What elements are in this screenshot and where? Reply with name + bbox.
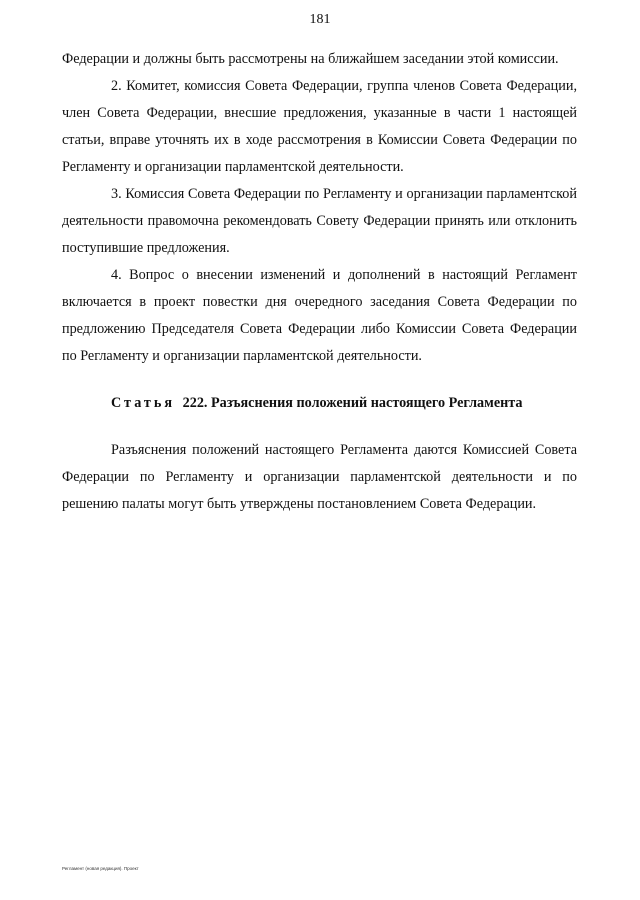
page-number: 181 [309, 12, 331, 27]
paragraph-item-3: 3. Комиссия Совета Федерации по Регламенту и организации парламентской деятельности правомочна рекомендовать Совету Федерации принять или отклонить поступившие предложения. [62, 186, 577, 256]
paragraph-continuation: Федерации и должны быть рассмотрены на ближайшем заседании этой комиссии. [62, 51, 559, 67]
article-heading [62, 390, 577, 417]
article-paragraph: Разъяснения положений настоящего Регламента даются Комиссией Совета Федерации по Регламенту и организации парламентской деятельности и по решению палаты могут быть утверждены постановлением Совета Федерации. [62, 442, 577, 512]
paragraph-item-4: 4. Вопрос о внесении изменений и дополнений в настоящий Регламент включается в проект повестки дня очередного заседания Совета Федерации по предложению Председателя Совета Федерации либо Комиссии Совета Федерации по Регламенту и организации парламентской деятельности. [62, 267, 577, 364]
article-title: 222. Разъяснения положений настоящего Регламента [182, 395, 523, 411]
article-word: Статья [111, 395, 176, 411]
paragraph-item-2: 2. Комитет, комиссия Совета Федерации, группа членов Совета Федерации, член Совета Федерации, внесшие предложения, указанные в части 1 настоящей статьи, вправе уточнять их в ходе рассмотрения в Комиссии Совета Федерации по Регламенту и организации парламентской деятельности. [62, 78, 577, 175]
document-body [62, 46, 577, 518]
footer-note: Регламент (новая редакция). Проект [62, 866, 139, 871]
